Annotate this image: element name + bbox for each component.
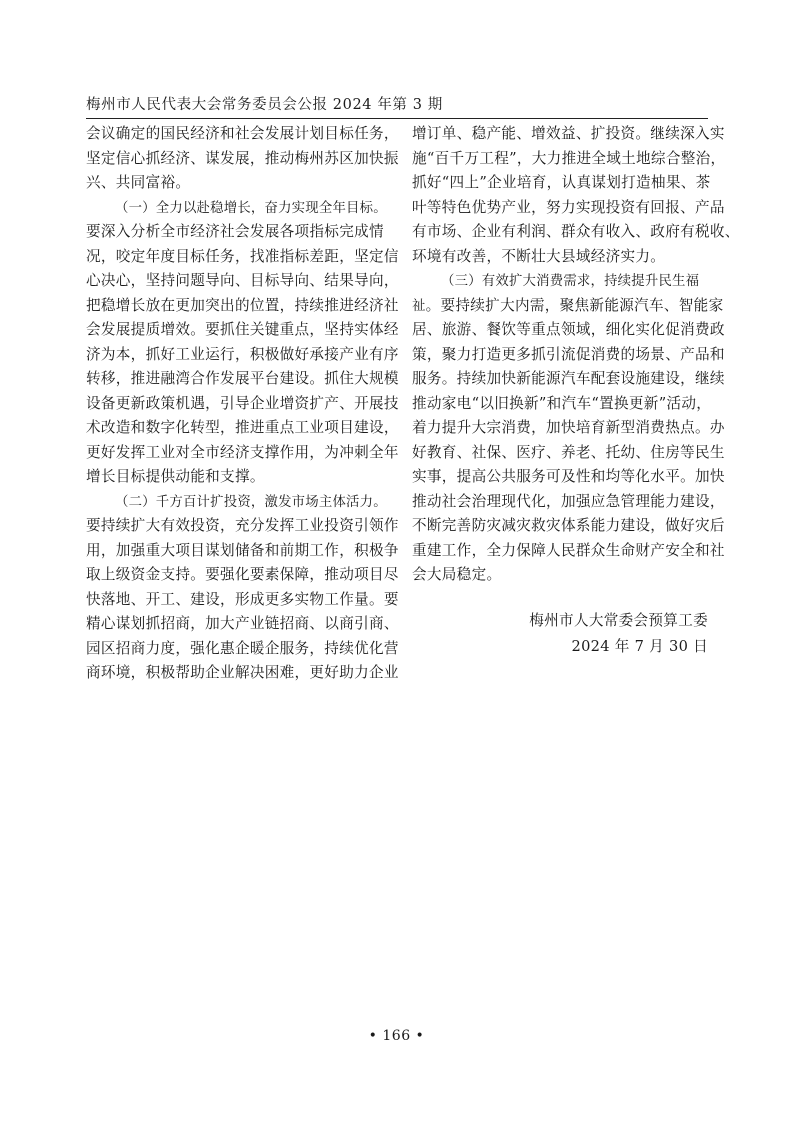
paragraph-line: 增订单、稳产能、增效益、扩投资。继续深入实 [412, 125, 725, 142]
paragraph-line: 况，咬定年度目标任务，找准指标差距，坚定信 [86, 247, 399, 265]
paragraph-line: 会议确定的国民经济和社会发展计划目标任务， [86, 125, 399, 142]
paragraph-line: 用，加强重大项目谋划储备和前期工作，积极争 [86, 541, 399, 559]
paragraph-text: 。要持续扩大内需，聚焦新能源汽车、智能家 [425, 296, 724, 314]
paragraph-line: 环境有改善，不断壮大县域经济实力。 [412, 247, 666, 265]
paragraph-line: 精心谋划抓招商，加大产业链招商、以商引商、 [86, 615, 399, 632]
section-heading-line [86, 196, 392, 221]
signature-date: 2024 年 7 月 30 日 [571, 638, 708, 655]
paragraph-line: 把稳增长放在更加突出的位置，持续推进经济社 [86, 296, 399, 314]
section-heading: （一）全力以赴稳增长，奋力实现全年目标。 [115, 200, 387, 216]
paragraph-line: 不断完善防灾减灾救灾体系能力建设，做好灾后 [412, 517, 725, 534]
paragraph-line: 重建工作，全力保障人民群众生命财产安全和社 [412, 541, 725, 559]
paragraph-line: 兴、共同富裕。 [86, 174, 191, 191]
section-heading-line [412, 269, 718, 294]
signature-org: 梅州市人大常委会预算工委 [529, 612, 708, 629]
paragraph-line: 园区招商力度，强化惠企暖企服务，持续优化营 [86, 639, 399, 657]
paragraph-line: 济为本，抓好工业运行，积极做好承接产业有序 [86, 345, 399, 363]
paragraph-line: 叶等特色优势产业，努力实现投资有回报、产品 [412, 198, 725, 216]
paragraph-line: 取上级资金支持。要强化要素保障，推动项目尽 [86, 566, 399, 583]
paragraph-line: 居、旅游、餐饮等重点领域，细化实化促消费政 [412, 321, 725, 338]
paragraph-line: 商环境，积极帮助企业解决困难，更好助力企业 [86, 664, 399, 681]
header-rule [86, 118, 708, 119]
paragraph-line: 坚定信心抓经济、谋发展，推动梅州苏区加快振 [86, 149, 399, 167]
paragraph-line: 快落地、开工、建设，形成更多实物工作量。要 [86, 590, 399, 608]
paragraph-line: 好教育、社保、医疗、养老、托幼、住房等民生 [412, 443, 725, 461]
paragraph-line: 转移，推进融湾合作发展平台建设。抓住大规模 [86, 370, 399, 387]
left-column [86, 122, 399, 686]
section-heading-line [86, 490, 392, 515]
journal-header: 梅州市人民代表大会常务委员会公报 2024 年第 3 期 [86, 97, 443, 113]
section-heading: （二）千方百计扩投资，激发市场主体活力。 [115, 494, 387, 510]
paragraph-line: 有市场、企业有利润、群众有收入、政府有税收、 [412, 223, 740, 240]
paragraph-line: 施“百千万工程”，大力推进全域土地综合整治， [412, 149, 726, 167]
paragraph-line: 实事，提高公共服务可及性和均等化水平。加快 [412, 468, 725, 485]
paragraph-line: 着力提升大宗消费，加快培育新型消费热点。办 [412, 419, 725, 436]
paragraph-line: 策，聚力打造更多抓引流促消费的场景、产品和 [412, 345, 725, 363]
paragraph-line: 术改造和数字化转型，推进重点工业项目建设， [86, 419, 399, 436]
paragraph-line: 会大局稳定。 [412, 566, 502, 583]
section-heading-tail: 祉 [412, 298, 426, 314]
paragraph-line: 设备更新政策机遇，引导企业增资扩产、开展技 [86, 394, 399, 412]
paragraph-line: 要深入分析全市经济社会发展各项指标完成情 [86, 223, 384, 240]
paragraph-line: 心决心，坚持问题导向、目标导向、结果导向， [86, 272, 399, 289]
signature-block [412, 608, 708, 660]
paragraph-line [412, 294, 724, 319]
paragraph-line: 要持续扩大有效投资，充分发挥工业投资引领作 [86, 517, 399, 534]
paragraph-line: 推动家电“以旧换新”和汽车“置换更新”活动， [412, 394, 712, 412]
paragraph-line: 推动社会治理现代化，加强应急管理能力建设， [412, 492, 725, 510]
right-column [412, 122, 740, 588]
paragraph-line: 会发展提质增效。要抓住关键重点，坚持实体经 [86, 321, 399, 338]
paragraph-line: 增长目标提供动能和支撑。 [86, 468, 265, 485]
paragraph-line: 更好发挥工业对全市经济支撑作用，为冲刺全年 [86, 443, 399, 461]
paragraph-line: 服务。持续加快新能源汽车配套设施建设，继续 [412, 370, 725, 387]
paragraph-line: 抓好“四上”企业培育，认真谋划打造柚果、茶 [412, 174, 711, 191]
section-heading: （三）有效扩大消费需求，持续提升民生福 [441, 274, 700, 289]
page-number: • 166 • [368, 1028, 425, 1044]
